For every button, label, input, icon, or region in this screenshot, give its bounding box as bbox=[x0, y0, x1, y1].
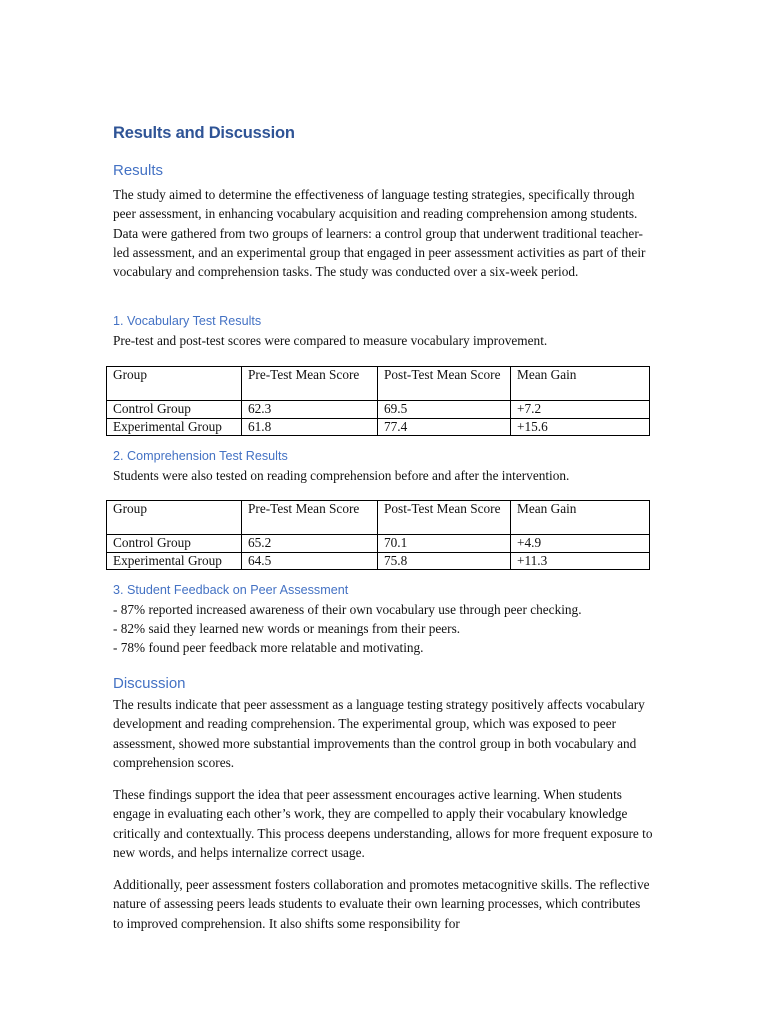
table-cell: Experimental Group bbox=[107, 552, 242, 570]
comprehension-results-text: Students were also tested on reading comprehension before and after the intervention. bbox=[113, 468, 570, 483]
table-row bbox=[107, 535, 650, 553]
feedback-item: - 87% reported increased awareness of their own vocabulary use through peer checking. bbox=[113, 602, 582, 617]
table-cell: 61.8 bbox=[242, 418, 378, 436]
table-header-cell: Mean Gain bbox=[511, 367, 650, 401]
table-header-row bbox=[107, 501, 650, 535]
comprehension-results-table bbox=[106, 500, 650, 570]
table-cell: +7.2 bbox=[511, 401, 650, 419]
table-header-row bbox=[107, 367, 650, 401]
table-cell: 62.3 bbox=[242, 401, 378, 419]
vocabulary-results-table bbox=[106, 366, 650, 436]
table-cell: 70.1 bbox=[378, 535, 511, 553]
table-cell: +11.3 bbox=[511, 552, 650, 570]
table-header-cell: Post-Test Mean Score bbox=[378, 501, 511, 535]
table-header-cell: Pre-Test Mean Score bbox=[242, 367, 378, 401]
document-title: Results and Discussion bbox=[113, 124, 295, 142]
table-row bbox=[107, 418, 650, 436]
table-cell: 64.5 bbox=[242, 552, 378, 570]
table-cell: 77.4 bbox=[378, 418, 511, 436]
table-header-cell: Pre-Test Mean Score bbox=[242, 501, 378, 535]
vocabulary-results-text: Pre-test and post-test scores were compared to measure vocabulary improvement. bbox=[113, 333, 548, 348]
feedback-item: - 82% said they learned new words or meanings from their peers. bbox=[113, 621, 461, 636]
table-cell: 69.5 bbox=[378, 401, 511, 419]
discussion-heading: Discussion bbox=[113, 675, 186, 692]
feedback-heading: 3. Student Feedback on Peer Assessment bbox=[113, 583, 349, 597]
table-cell: +4.9 bbox=[511, 535, 650, 553]
table-header-cell: Mean Gain bbox=[511, 501, 650, 535]
table-header-cell: Group bbox=[107, 367, 242, 401]
discussion-paragraph: Additionally, peer assessment fosters collaboration and promotes metacognitive skills. The reflective nature of assessing peers leads students to evaluate their own learning processes, which contributes to improved comprehension. It also shifts some responsibility for bbox=[113, 877, 650, 931]
table-cell: Control Group bbox=[107, 535, 242, 553]
feedback-item: - 78% found peer feedback more relatable and motivating. bbox=[113, 640, 424, 655]
results-heading: Results bbox=[113, 162, 164, 179]
table-cell: Control Group bbox=[107, 401, 242, 419]
table-cell: 75.8 bbox=[378, 552, 511, 570]
comprehension-results-heading: 2. Comprehension Test Results bbox=[113, 449, 288, 463]
table-row bbox=[107, 401, 650, 419]
table-cell: Experimental Group bbox=[107, 418, 242, 436]
table-header-cell: Post-Test Mean Score bbox=[378, 367, 511, 401]
discussion-paragraph: The results indicate that peer assessment as a language testing strategy positively affects vocabulary development and reading comprehension. The experimental group, which was exposed to peer assessment, showed more substantial improvements than the control group in both vocabulary and comprehension scores. bbox=[113, 697, 645, 770]
table-cell: +15.6 bbox=[511, 418, 650, 436]
table-header-cell: Group bbox=[107, 501, 242, 535]
vocabulary-results-heading: 1. Vocabulary Test Results bbox=[113, 314, 262, 328]
discussion-paragraph: These findings support the idea that peer assessment encourages active learning. When students engage in evaluating each other’s work, they are compelled to apply their vocabulary knowledge critically and contextually. This process deepens understanding, allows for more frequent exposure to new words, and helps internalize correct usage. bbox=[113, 787, 653, 860]
table-cell: 65.2 bbox=[242, 535, 378, 553]
results-intro-paragraph: The study aimed to determine the effectiveness of language testing strategies, specifically through peer assessment, in enhancing vocabulary acquisition and reading comprehension among students. Data were gathered from two groups of learners: a control group that underwent traditional teacher-led assessment, and an experimental group that engaged in peer assessment activities as part of their vocabulary and comprehension tasks. The study was conducted over a six-week period. bbox=[113, 187, 646, 280]
table-row bbox=[107, 552, 650, 570]
